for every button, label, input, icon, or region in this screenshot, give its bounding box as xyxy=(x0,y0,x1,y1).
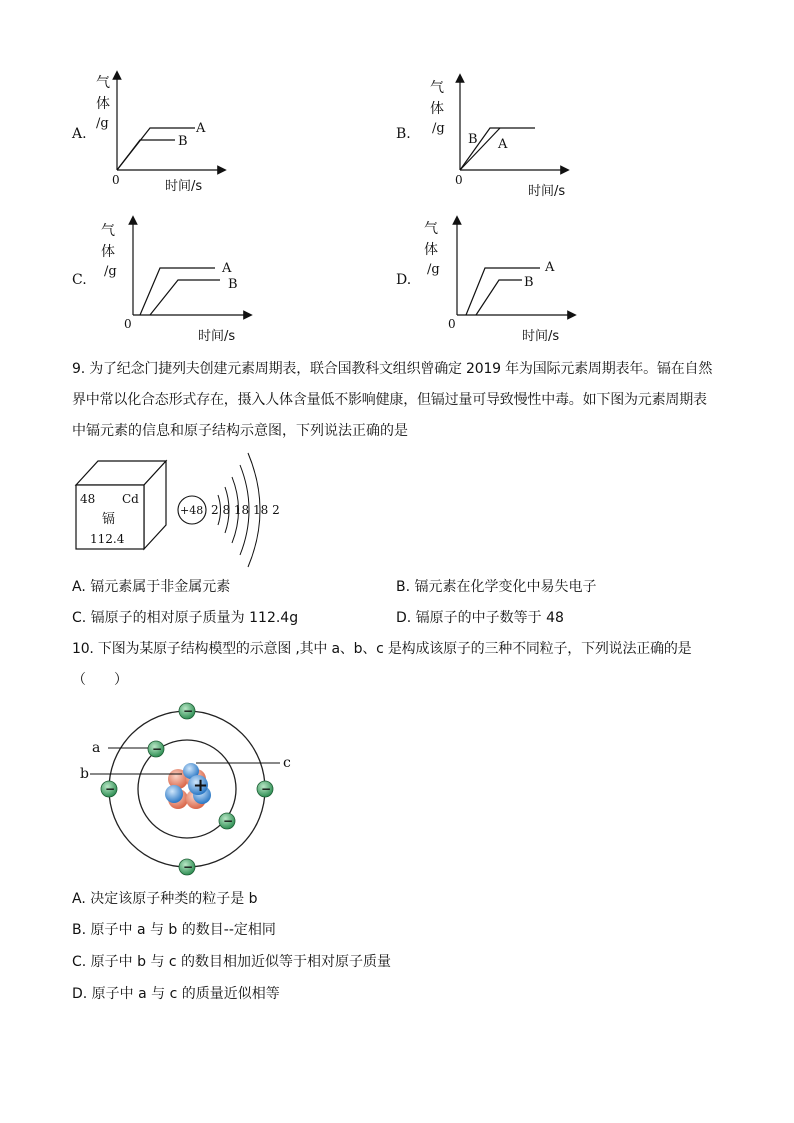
svg-text:气: 气 xyxy=(430,80,444,96)
graph-b xyxy=(430,78,565,199)
graph-d xyxy=(424,220,572,344)
svg-text:气: 气 xyxy=(424,221,438,237)
svg-text:A: A xyxy=(498,137,508,152)
svg-text:A: A xyxy=(196,121,206,136)
svg-text:/g: /g xyxy=(104,264,117,279)
svg-text:0: 0 xyxy=(124,317,132,331)
svg-text:时间/s: 时间/s xyxy=(198,329,236,344)
svg-text:+48: +48 xyxy=(180,504,204,517)
proton xyxy=(165,785,183,803)
series-b-line xyxy=(117,140,175,170)
q10-option-c: C. 原子中 b 与 c 的数目相加近似等于相对原子质量 xyxy=(72,954,392,970)
svg-text:镉: 镉 xyxy=(102,512,116,527)
svg-text:−: − xyxy=(183,704,194,718)
svg-text:A: A xyxy=(222,261,232,276)
q9-option-d: D. 镉原子的中子数等于 48 xyxy=(396,610,564,626)
svg-text:−: − xyxy=(105,782,116,796)
option-b-letter: B. xyxy=(396,126,411,142)
svg-text:体: 体 xyxy=(101,244,115,260)
label-b: b xyxy=(80,766,89,782)
svg-text:0: 0 xyxy=(112,173,120,187)
svg-text:时间/s: 时间/s xyxy=(165,179,203,194)
series-a-line xyxy=(460,128,500,170)
series-b-line xyxy=(150,280,220,315)
series-b-line xyxy=(476,280,522,315)
svg-text:2 8 18 18 2: 2 8 18 18 2 xyxy=(211,503,280,517)
svg-text:时间/s: 时间/s xyxy=(522,329,560,344)
element-card xyxy=(76,461,166,549)
svg-text:Cd: Cd xyxy=(122,492,139,506)
q10-atom-model xyxy=(70,695,310,885)
q9-stem-line3: 中镉元素的信息和原子结构示意图，下列说法正确的是 xyxy=(72,423,408,439)
svg-text:/g: /g xyxy=(96,116,109,131)
electrons xyxy=(101,703,273,875)
q10-stem-line1: 10. 下图为某原子结构模型的示意图 ,其中 a、b、c 是构成该原子的三种不同粒子，下列说法正确的是 xyxy=(72,641,692,657)
nucleus xyxy=(165,763,211,809)
svg-text:气: 气 xyxy=(101,223,115,239)
q10-option-b: B. 原子中 a 与 b 的数目--定相同 xyxy=(72,922,276,938)
svg-text:A: A xyxy=(545,260,555,275)
label-c: c xyxy=(283,755,291,771)
svg-text:0: 0 xyxy=(455,173,463,187)
graph-a xyxy=(96,75,222,194)
q9-stem-line1: 9. 为了纪念门捷列夫创建元素周期表，联合国教科文组织曾确定 2019 年为国际元素周期表年。镉在自然 xyxy=(72,361,713,377)
svg-text:+: + xyxy=(193,775,209,796)
q10-stem-paren: （ ） xyxy=(72,672,128,688)
svg-text:B: B xyxy=(178,134,188,149)
option-c-letter: C. xyxy=(72,272,87,288)
svg-text:/g: /g xyxy=(432,121,445,136)
q9-stem-line2: 界中常以化合态形式存在，摄入人体含量低不影响健康，但镉过量可导致慢性中毒。如下图为元素周期表 xyxy=(72,392,707,408)
q9-option-b: B. 镉元素在化学变化中易失电子 xyxy=(396,579,597,595)
svg-text:B: B xyxy=(228,277,238,292)
svg-text:体: 体 xyxy=(430,101,444,117)
svg-text:−: − xyxy=(223,814,234,828)
svg-text:/g: /g xyxy=(427,262,440,277)
q10-option-a: A. 决定该原子种类的粒子是 b xyxy=(72,891,258,907)
svg-text:时间/s: 时间/s xyxy=(528,184,566,199)
label-a: a xyxy=(92,740,101,756)
svg-text:0: 0 xyxy=(448,317,456,331)
q8-graph-options xyxy=(0,0,794,360)
svg-text:112.4: 112.4 xyxy=(90,532,125,546)
svg-text:−: − xyxy=(261,782,272,796)
svg-text:B: B xyxy=(524,275,534,290)
atom-structure xyxy=(178,453,280,567)
svg-text:−: − xyxy=(183,860,194,874)
q9-option-c: C. 镉原子的相对原子质量为 112.4g xyxy=(72,610,299,626)
graph-c xyxy=(101,220,248,344)
q9-figure xyxy=(60,445,300,570)
svg-text:−: − xyxy=(152,742,163,756)
svg-text:气: 气 xyxy=(96,75,110,91)
series-a-line xyxy=(140,268,215,315)
option-a-letter: A. xyxy=(72,126,87,142)
q10-option-d: D. 原子中 a 与 c 的质量近似相等 xyxy=(72,986,280,1002)
svg-text:48: 48 xyxy=(80,492,96,506)
svg-text:体: 体 xyxy=(424,242,438,258)
option-d-letter: D. xyxy=(396,272,412,288)
svg-text:体: 体 xyxy=(96,96,110,112)
q9-option-a: A. 镉元素属于非金属元素 xyxy=(72,579,231,595)
svg-text:B: B xyxy=(468,132,478,147)
